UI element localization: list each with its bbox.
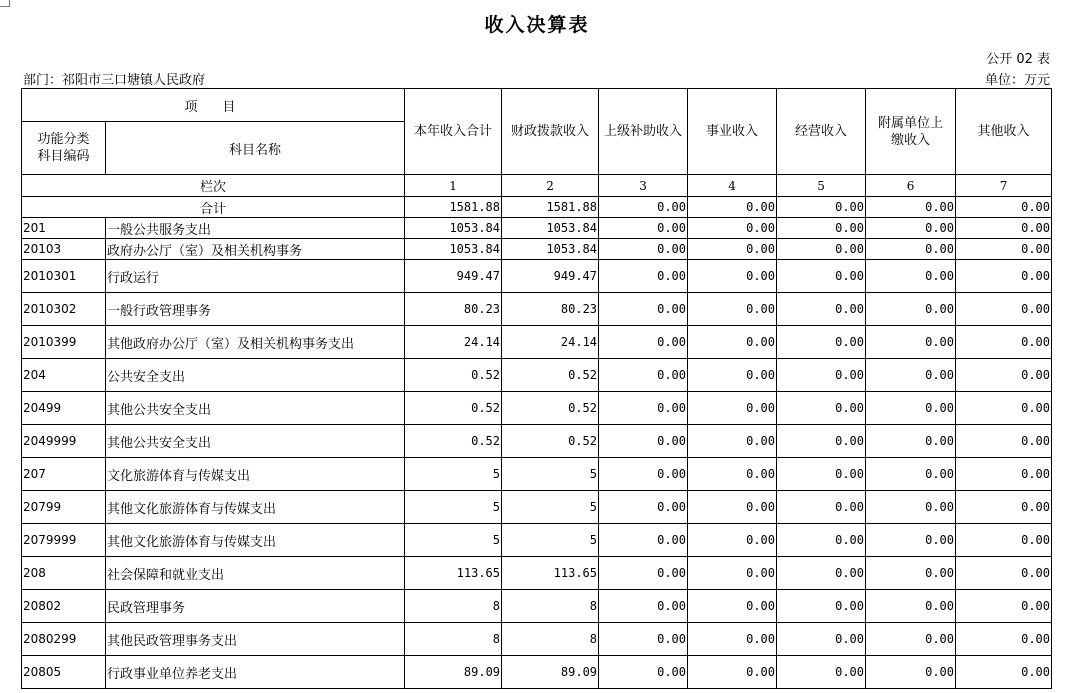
table-row — [22, 623, 1052, 656]
income-table — [21, 88, 1052, 689]
lanci-num: 6 — [866, 175, 956, 197]
row-value: 0.00 — [777, 359, 866, 392]
row-value: 0.00 — [688, 458, 777, 491]
lanci-num: 2 — [502, 175, 599, 197]
row-value: 0.00 — [866, 239, 956, 260]
row-code: 2049999 — [22, 425, 106, 458]
row-value: 1053.84 — [502, 218, 599, 239]
row-value: 0.00 — [777, 557, 866, 590]
row-value: 8 — [405, 590, 502, 623]
row-value: 0.00 — [956, 491, 1052, 524]
row-value: 8 — [502, 623, 599, 656]
row-value: 0.00 — [956, 293, 1052, 326]
lanci-num: 1 — [405, 175, 502, 197]
row-value: 0.00 — [866, 557, 956, 590]
row-value: 0.00 — [599, 293, 688, 326]
report-title: 收入决算表 — [484, 14, 590, 36]
project-header: 项 目 — [22, 89, 405, 122]
row-value: 0.00 — [599, 557, 688, 590]
row-value: 0.00 — [688, 293, 777, 326]
table-row — [22, 326, 1052, 359]
row-value: 0.00 — [599, 623, 688, 656]
row-code: 20802 — [22, 590, 106, 623]
row-value: 1053.84 — [405, 239, 502, 260]
col-header-total-income: 本年收入合计 — [405, 89, 502, 175]
row-value: 0.00 — [688, 359, 777, 392]
row-value: 0.00 — [599, 590, 688, 623]
row-name: 文化旅游体育与传媒支出 — [106, 458, 405, 491]
row-value: 0.00 — [777, 260, 866, 293]
row-code: 2010302 — [22, 293, 106, 326]
row-value: 5 — [502, 524, 599, 557]
lanci-num: 7 — [956, 175, 1052, 197]
row-value: 0.00 — [956, 359, 1052, 392]
row-value: 0.00 — [688, 623, 777, 656]
total-value: 0.00 — [777, 197, 866, 218]
table-row — [22, 392, 1052, 425]
row-value: 0.00 — [688, 557, 777, 590]
total-value: 0.00 — [599, 197, 688, 218]
table-row — [22, 557, 1052, 590]
row-value: 0.00 — [866, 293, 956, 326]
row-name: 其他文化旅游体育与传媒支出 — [106, 524, 405, 557]
row-value: 949.47 — [502, 260, 599, 293]
row-name: 其他公共安全支出 — [106, 425, 405, 458]
row-value: 0.00 — [866, 623, 956, 656]
row-value: 0.00 — [956, 524, 1052, 557]
code-header — [22, 122, 106, 175]
row-value: 0.00 — [956, 557, 1052, 590]
total-row — [22, 197, 1052, 218]
row-code: 2080299 — [22, 623, 106, 656]
row-value: 89.09 — [502, 656, 599, 689]
row-name: 其他公共安全支出 — [106, 392, 405, 425]
unit-label: 单位：万元 — [984, 73, 1050, 88]
row-name: 公共安全支出 — [106, 359, 405, 392]
sheet-corner-marker — [0, 0, 10, 7]
row-value: 0.00 — [956, 425, 1052, 458]
lanci-row — [22, 175, 1052, 197]
row-value: 0.00 — [866, 458, 956, 491]
col-header-superior-subsidy: 上级补助收入 — [599, 89, 688, 175]
total-value: 0.00 — [956, 197, 1052, 218]
col-header-affiliated-unit-income — [866, 89, 956, 175]
row-value: 5 — [405, 491, 502, 524]
row-value: 0.00 — [777, 425, 866, 458]
department-label: 部门：祁阳市三口塘镇人民政府 — [23, 73, 206, 88]
row-value: 0.00 — [599, 260, 688, 293]
lanci-num: 4 — [688, 175, 777, 197]
row-value: 0.00 — [866, 656, 956, 689]
row-code: 207 — [22, 458, 106, 491]
row-name: 行政运行 — [106, 260, 405, 293]
row-value: 0.00 — [956, 239, 1052, 260]
row-value: 0.52 — [502, 392, 599, 425]
row-value: 0.00 — [777, 491, 866, 524]
table-row — [22, 524, 1052, 557]
row-value: 5 — [405, 524, 502, 557]
row-code: 20799 — [22, 491, 106, 524]
name-header: 科目名称 — [106, 122, 405, 175]
row-value: 0.00 — [777, 524, 866, 557]
row-value: 0.00 — [599, 491, 688, 524]
code-header-text: 功能分类科目编码 — [37, 132, 90, 164]
col-header-other-income: 其他收入 — [956, 89, 1052, 175]
row-value: 0.00 — [866, 260, 956, 293]
row-value: 949.47 — [405, 260, 502, 293]
row-value: 0.00 — [777, 458, 866, 491]
row-value: 0.00 — [777, 623, 866, 656]
row-value: 0.00 — [599, 425, 688, 458]
row-value: 5 — [502, 491, 599, 524]
row-code: 2010399 — [22, 326, 106, 359]
table-row — [22, 218, 1052, 239]
lanci-label: 栏次 — [22, 175, 405, 197]
row-value: 80.23 — [502, 293, 599, 326]
row-value: 0.00 — [866, 218, 956, 239]
table-row — [22, 491, 1052, 524]
row-value: 0.00 — [956, 458, 1052, 491]
row-name: 其他政府办公厅（室）及相关机构事务支出 — [106, 326, 405, 359]
row-value: 0.00 — [956, 218, 1052, 239]
row-name: 一般公共服务支出 — [106, 218, 405, 239]
row-value: 0.00 — [777, 326, 866, 359]
total-label: 合计 — [22, 197, 405, 218]
row-value: 0.00 — [777, 293, 866, 326]
row-value: 0.00 — [599, 392, 688, 425]
row-value: 0.00 — [688, 326, 777, 359]
row-value: 0.00 — [866, 425, 956, 458]
row-value: 0.00 — [599, 239, 688, 260]
row-value: 0.00 — [956, 326, 1052, 359]
row-code: 2010301 — [22, 260, 106, 293]
row-value: 0.00 — [956, 392, 1052, 425]
table-row — [22, 425, 1052, 458]
table-number: 公开 02 表 — [986, 52, 1050, 67]
row-value: 0.00 — [956, 623, 1052, 656]
row-value: 0.00 — [688, 239, 777, 260]
row-value: 0.00 — [956, 260, 1052, 293]
table-row — [22, 590, 1052, 623]
row-value: 0.00 — [688, 425, 777, 458]
row-value: 0.00 — [866, 392, 956, 425]
row-value: 0.00 — [866, 590, 956, 623]
table-row — [22, 239, 1052, 260]
row-value: 5 — [502, 458, 599, 491]
table-row — [22, 656, 1052, 689]
row-value: 8 — [502, 590, 599, 623]
row-value: 0.00 — [599, 326, 688, 359]
row-name: 社会保障和就业支出 — [106, 557, 405, 590]
row-name: 其他民政管理事务支出 — [106, 623, 405, 656]
row-value: 1053.84 — [502, 239, 599, 260]
row-value: 0.00 — [599, 524, 688, 557]
row-code: 204 — [22, 359, 106, 392]
row-value: 0.52 — [405, 392, 502, 425]
row-code: 20499 — [22, 392, 106, 425]
row-value: 0.00 — [866, 359, 956, 392]
row-value: 0.00 — [599, 656, 688, 689]
row-value: 0.00 — [599, 359, 688, 392]
row-value: 89.09 — [405, 656, 502, 689]
row-value: 113.65 — [405, 557, 502, 590]
row-value: 0.00 — [688, 524, 777, 557]
row-value: 0.00 — [777, 590, 866, 623]
row-value: 24.14 — [502, 326, 599, 359]
table-row — [22, 293, 1052, 326]
row-value: 80.23 — [405, 293, 502, 326]
row-value: 24.14 — [405, 326, 502, 359]
row-value: 0.00 — [777, 392, 866, 425]
table-row — [22, 359, 1052, 392]
lanci-num: 5 — [777, 175, 866, 197]
row-value: 0.00 — [956, 656, 1052, 689]
row-name: 其他文化旅游体育与传媒支出 — [106, 491, 405, 524]
total-value: 1581.88 — [502, 197, 599, 218]
row-value: 0.00 — [688, 260, 777, 293]
row-value: 0.00 — [777, 218, 866, 239]
row-value: 0.00 — [688, 656, 777, 689]
total-value: 1581.88 — [405, 197, 502, 218]
row-value: 0.00 — [866, 326, 956, 359]
row-name: 一般行政管理事务 — [106, 293, 405, 326]
row-value: 1053.84 — [405, 218, 502, 239]
row-name: 行政事业单位养老支出 — [106, 656, 405, 689]
row-code: 20103 — [22, 239, 106, 260]
row-value: 0.52 — [502, 359, 599, 392]
row-value: 5 — [405, 458, 502, 491]
row-value: 0.00 — [688, 218, 777, 239]
row-value: 0.00 — [956, 590, 1052, 623]
lanci-num: 3 — [599, 175, 688, 197]
row-name: 民政管理事务 — [106, 590, 405, 623]
total-value: 0.00 — [866, 197, 956, 218]
table-row — [22, 260, 1052, 293]
row-value: 0.00 — [688, 590, 777, 623]
total-value: 0.00 — [688, 197, 777, 218]
row-value: 0.00 — [866, 491, 956, 524]
row-value: 0.00 — [599, 218, 688, 239]
row-name: 政府办公厅（室）及相关机构事务 — [106, 239, 405, 260]
col-header-business-income: 事业收入 — [688, 89, 777, 175]
row-value: 0.00 — [688, 392, 777, 425]
row-value: 113.65 — [502, 557, 599, 590]
row-value: 0.00 — [777, 239, 866, 260]
row-value: 8 — [405, 623, 502, 656]
row-code: 20805 — [22, 656, 106, 689]
col-header-fiscal-appropriation: 财政拨款收入 — [502, 89, 599, 175]
row-value: 0.00 — [688, 491, 777, 524]
table-row — [22, 458, 1052, 491]
col-header-affiliated-unit-text: 附属单位上缴收入 — [878, 115, 944, 148]
row-value: 0.00 — [777, 656, 866, 689]
row-value: 0.00 — [866, 524, 956, 557]
row-value: 0.00 — [599, 458, 688, 491]
row-code: 208 — [22, 557, 106, 590]
row-value: 0.52 — [405, 359, 502, 392]
row-code: 2079999 — [22, 524, 106, 557]
row-code: 201 — [22, 218, 106, 239]
col-header-operating-income: 经营收入 — [777, 89, 866, 175]
row-value: 0.52 — [405, 425, 502, 458]
row-value: 0.52 — [502, 425, 599, 458]
